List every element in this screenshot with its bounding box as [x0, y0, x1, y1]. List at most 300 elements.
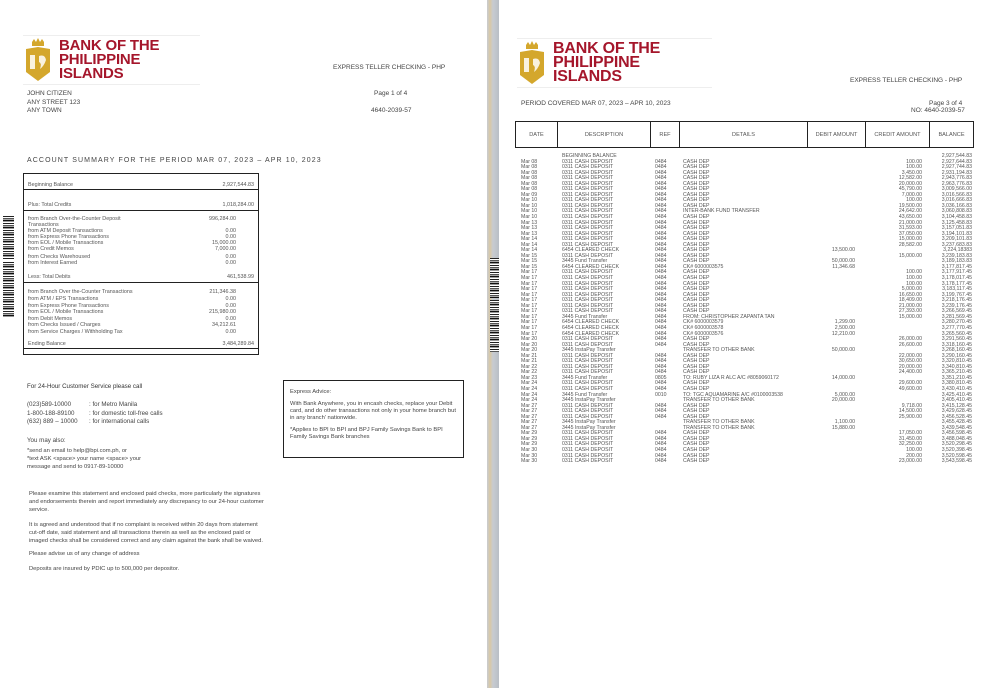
cell-ref: 0484 — [655, 430, 667, 437]
cell-ref: 0010 — [655, 391, 667, 398]
cell-desc: 0311 CASH DEPOSIT — [562, 230, 614, 237]
cell-ref: 0484 — [655, 380, 667, 387]
cell-desc: 0311 CASH DEPOSIT — [562, 158, 614, 165]
cell-credit: 49,600.00 — [898, 385, 922, 392]
cell-balance: 3,290,160.45 — [941, 352, 972, 359]
cell-desc: 0311 CASH DEPOSIT — [562, 336, 614, 343]
cell-credit: 100.00 — [906, 269, 922, 276]
express-advice-box — [283, 380, 464, 458]
cell-ref: 0484 — [655, 452, 667, 459]
cell-desc: 6454 CLEARED CHECK — [562, 247, 620, 254]
barcode-lower — [490, 300, 499, 352]
cell-ref: 0484 — [655, 408, 667, 415]
cell-date: Mar 29 — [521, 441, 538, 448]
cell-details: TO: TGC AQUAMARINE A/C #0100003538 — [683, 391, 783, 398]
cell-balance: 3,209,101.83 — [941, 236, 972, 243]
cell-balance: 3,060,808.83 — [941, 208, 972, 215]
cell-date: Mar 09 — [521, 191, 538, 198]
cell-debit: 50,000.00 — [831, 258, 855, 265]
account-number: NO: 4640-2039-57 — [911, 107, 965, 114]
sms-option: *text ASK <space> your name <space> your — [27, 456, 142, 462]
cell-ref: 0484 — [655, 341, 667, 348]
cell-date: Mar 23 — [521, 374, 538, 381]
cell-details: CASH DEP — [683, 380, 710, 387]
cell-credit: 24,400.00 — [898, 369, 922, 376]
email-option: *send an email to help@bpi.com.ph, or — [27, 448, 127, 454]
cell-details: FROM: CHRISTOPHER ZAPANTA TAN — [683, 313, 775, 320]
cell-desc: 0311 CASH DEPOSIT — [562, 252, 614, 259]
cell-date: Mar 17 — [521, 286, 538, 293]
phone-row: (023)589-10000 : for Metro Manila — [27, 401, 138, 408]
cell-desc: 3445 InstaPay Transfer — [562, 419, 616, 426]
cell-date: Mar 21 — [521, 352, 538, 359]
cell-credit: 45,790.00 — [898, 186, 922, 193]
cell-ref: 0484 — [655, 275, 667, 282]
cell-balance: 3,405,410.45 — [941, 397, 972, 404]
account-number: 4640-2039-57 — [371, 107, 412, 114]
cell-details: CASH DEP — [683, 186, 710, 193]
cell-desc: 0311 CASH DEPOSIT — [562, 369, 614, 376]
cell-details: CASH DEP — [683, 385, 710, 392]
cell-ref: 0484 — [655, 247, 667, 254]
barcode-upper — [490, 258, 499, 298]
cell-debit: 12,210.00 — [831, 330, 855, 337]
cell-credit: 3,450.00 — [901, 169, 922, 176]
cell-credit: 100.00 — [906, 280, 922, 287]
cell-ref: 0484 — [655, 297, 667, 304]
cell-balance: 3,520,598.45 — [941, 452, 972, 459]
cell-balance: 3,380,810.45 — [941, 380, 972, 387]
cell-ref: 0484 — [655, 191, 667, 198]
cell-details: CASH DEP — [683, 258, 710, 265]
cell-details: CASH DEP — [683, 435, 710, 442]
divider — [24, 282, 258, 283]
cell-desc: 0311 CASH DEPOSIT — [562, 269, 614, 276]
cell-details: CASH DEP — [683, 197, 710, 204]
cell-credit: 16,650.00 — [898, 291, 922, 298]
cell-credit: 20,000.00 — [898, 180, 922, 187]
cell-ref: 0484 — [655, 208, 667, 215]
shield-crown-icon — [517, 41, 547, 85]
cell-ref: 0484 — [655, 180, 667, 187]
cell-ref: 0484 — [655, 413, 667, 420]
col-ref: REF — [651, 122, 680, 147]
cell-details: CASH DEP — [683, 269, 710, 276]
cell-credit: 5,000.00 — [901, 286, 922, 293]
cell-balance: 3,194,101.83 — [941, 230, 972, 237]
cell-desc: 0311 CASH DEPOSIT — [562, 291, 614, 298]
cell-details: CK# 6000003579 — [683, 319, 724, 326]
cell-desc: 3445 Fund Transfer — [562, 313, 608, 320]
cell-date: Mar 15 — [521, 252, 538, 259]
notice-complaint: It is agreed and understood that if no complaint is received within 20 days from statement cut-off date, said statement and all transactions therein as well as the enclosed paid or imaged checks shall be considered correct and any claim against the bank shall be waived. — [29, 522, 263, 544]
cell-balance: 3,237,683.83 — [941, 241, 972, 248]
cell-date: Mar 27 — [521, 413, 538, 420]
cell-ref: 0484 — [655, 214, 667, 221]
cell-balance: 2,927,744.83 — [941, 164, 972, 171]
cell-ref: 0484 — [655, 175, 667, 182]
cell-balance: 3,036,166.83 — [941, 202, 972, 209]
cell-credit: 15,000.00 — [898, 313, 922, 320]
cell-credit: 19,500.00 — [898, 202, 922, 209]
cell-desc: 0311 CASH DEPOSIT — [562, 202, 614, 209]
cell-ref: 0484 — [655, 263, 667, 270]
cell-credit: 24,642.00 — [898, 208, 922, 215]
cell-balance: 3,268,160.45 — [941, 347, 972, 354]
cell-details: CASH DEP — [683, 341, 710, 348]
cell-balance: 3,415,128.45 — [941, 402, 972, 409]
advice-footnote: *Applies to BPI to BPI and BPJ Family Savings Bank to BPI Family Savings Bank branches — [290, 427, 443, 440]
advice-body: With Bank Anywhere, you in encash checks, replace your Debit card, and do other transactions not only in your home branch but in any branch' nationwide. — [290, 401, 456, 421]
cell-credit: 28,582.00 — [898, 241, 922, 248]
cell-desc: 0311 CASH DEPOSIT — [562, 430, 614, 437]
cell-ref: 0484 — [655, 164, 667, 171]
product-name: EXPRESS TELLER CHECKING - PHP — [333, 64, 446, 71]
cell-desc: 0311 CASH DEPOSIT — [562, 197, 614, 204]
logo-line-1: BANK OF THE — [59, 37, 160, 54]
cell-desc: 3445 Fund Transfer — [562, 258, 608, 265]
cell-desc: 0311 CASH DEPOSIT — [562, 452, 614, 459]
cell-date: Mar 08 — [521, 164, 538, 171]
cell-ref: 0484 — [655, 241, 667, 248]
cell-desc: 0311 CASH DEPOSIT — [562, 446, 614, 453]
ending-balance-value: 3,484,289.84 — [222, 341, 254, 347]
cell-date: Mar 17 — [521, 308, 538, 315]
cell-credit: 43,650.00 — [898, 214, 922, 221]
cell-date: Mar 17 — [521, 291, 538, 298]
cell-date: Mar 13 — [521, 225, 538, 232]
customer-address — [27, 90, 80, 116]
cell-details: CASH DEP — [683, 458, 710, 465]
cell-details: CASH DEP — [683, 191, 710, 198]
cell-details: CK# 6000003575 — [683, 263, 724, 270]
cell-credit: 20,000.00 — [898, 363, 922, 370]
cell-credit: 29,600.00 — [898, 380, 922, 387]
notice-address: Please advise us of any change of address — [29, 551, 140, 557]
cell-credit: 27,393.00 — [898, 308, 922, 315]
advice-title: Express Advice: — [290, 389, 332, 395]
cell-ref: 0484 — [655, 446, 667, 453]
notice-pdic: Deposits are insured by PDIC up to 500,000 per depositor. — [29, 566, 180, 572]
cell-balance: 3,178,177.45 — [941, 280, 972, 287]
cell-date: Mar 24 — [521, 385, 538, 392]
col-description: DESCRIPTION — [558, 122, 651, 147]
total-debits-value: 461,538.99 — [227, 274, 254, 280]
cell-date: Mar 17 — [521, 275, 538, 282]
cell-ref: 0484 — [655, 363, 667, 370]
cell-credit: 21,000.00 — [898, 302, 922, 309]
cell-ref: 0805 — [655, 374, 667, 381]
cell-details: CASH DEP — [683, 302, 710, 309]
cell-ref: 0484 — [655, 197, 667, 204]
cell-date: Mar 27 — [521, 408, 538, 415]
divider — [24, 189, 258, 190]
you-may-also-heading: You may also: — [27, 437, 66, 444]
cell-desc: 0311 CASH DEPOSIT — [562, 435, 614, 442]
shield-crown-icon — [23, 38, 53, 82]
cell-date: Mar 10 — [521, 197, 538, 204]
cell-desc: 0311 CASH DEPOSIT — [562, 458, 614, 465]
notice-examine: Please examine this statement and enclosed paid checks, more particularly the signatures and endorsements therein and report immediately any discrepancy to our 24-hour customer service. — [29, 491, 264, 513]
cell-balance: 3,281,569.45 — [941, 313, 972, 320]
cell-debit: 11,346.68 — [832, 263, 855, 270]
cell-desc: 0311 CASH DEPOSIT — [562, 208, 614, 215]
col-credit: CREDIT AMOUNT — [866, 122, 930, 147]
cell-ref: 0484 — [655, 435, 667, 442]
col-balance: BALANCE — [938, 131, 965, 138]
cell-credit: 14,500.00 — [898, 408, 922, 415]
cell-details: CASH DEP — [683, 430, 710, 437]
cell-desc: 0311 CASH DEPOSIT — [562, 402, 614, 409]
col-date: DATE — [516, 122, 558, 147]
cell-balance: 3,280,270.45 — [941, 319, 972, 326]
page-number: Page 3 of 4 — [929, 100, 963, 107]
cell-desc: 0311 CASH DEPOSIT — [562, 408, 614, 415]
cell-date: Mar 17 — [521, 324, 538, 331]
cell-credit: 100.00 — [906, 275, 922, 282]
cell-debit: 14,000.00 — [831, 374, 855, 381]
customer-town: ANY TOWN — [27, 107, 62, 114]
cell-balance: 3,439,548.45 — [941, 424, 972, 431]
statement-page-1 — [0, 0, 487, 688]
cell-date: Mar 21 — [521, 358, 538, 365]
cell-date: Mar 15 — [521, 258, 538, 265]
cell-ref: 0484 — [655, 202, 667, 209]
cell-balance: 3,318,160.45 — [941, 341, 972, 348]
total-credits-value: 1,018,284.00 — [222, 202, 254, 208]
bank-logo — [517, 38, 712, 88]
cell-desc: 0311 CASH DEPOSIT — [562, 219, 614, 226]
cell-credit: 22,000.00 — [898, 352, 922, 359]
cell-balance: 3,429,628.45 — [941, 408, 972, 415]
cell-balance: 3,177,817.45 — [941, 263, 972, 270]
cell-date: Mar 08 — [521, 186, 538, 193]
cell-desc: 0311 CASH DEPOSIT — [562, 286, 614, 293]
cell-credit: 30,650.00 — [898, 358, 922, 365]
cell-date: Mar 29 — [521, 435, 538, 442]
cell-credit: 7,000.00 — [901, 191, 922, 198]
cell-details: INTER-BANK FUND TRANSFER — [683, 208, 760, 215]
cell-date: Mar 13 — [521, 219, 538, 226]
cell-balance: 3,104,458.83 — [941, 214, 972, 221]
cell-details: CASH DEP — [683, 402, 710, 409]
cell-credit: 25,900.00 — [898, 413, 922, 420]
cell-balance: 3,425,410.45 — [941, 391, 972, 398]
cell-ref: 0484 — [655, 385, 667, 392]
phone-list — [27, 401, 163, 427]
cell-balance: 2,943,776.83 — [941, 175, 972, 182]
cell-desc: 0311 CASH DEPOSIT — [562, 308, 614, 315]
cell-details: CASH DEP — [683, 308, 710, 315]
cell-desc: 0311 CASH DEPOSIT — [562, 180, 614, 187]
cell-details: CASH DEP — [683, 369, 710, 376]
cell-details: CASH DEP — [683, 241, 710, 248]
cell-details: CASH DEP — [683, 363, 710, 370]
cell-balance: 3,016,566.83 — [941, 191, 972, 198]
cell-date: Mar 20 — [521, 347, 538, 354]
cell-credit: 15,000.00 — [898, 252, 922, 259]
cell-ref: 0484 — [655, 186, 667, 193]
cell-details: CASH DEP — [683, 247, 710, 254]
cell-debit: 50,000.00 — [831, 347, 855, 354]
cell-ref: 0484 — [655, 219, 667, 226]
cell-date: Mar 30 — [521, 446, 538, 453]
transaction-row — [515, 459, 974, 465]
summary-title: ACCOUNT SUMMARY FOR THE PERIOD MAR 07, 2023 – APR 10, 2023 — [27, 157, 322, 164]
cell-ref: 0484 — [655, 169, 667, 176]
cell-balance: 3,189,183.83 — [941, 258, 972, 265]
cell-date: Mar 17 — [521, 313, 538, 320]
customer-service-heading: For 24-Hour Customer Service please call — [27, 383, 143, 390]
logo-line-2: PHILIPPINE ISLANDS — [59, 51, 141, 82]
cell-details: CASH DEP — [683, 452, 710, 459]
cell-details: CASH DEP — [683, 252, 710, 259]
cell-date: Mar 08 — [521, 180, 538, 187]
cell-date: Mar 20 — [521, 336, 538, 343]
account-summary-box: Beginning Balance 2,927,544.83 Plus: Total Credits 1,018,284.00 from Branch Over-the-Counter Deposit 996,284.00 Transactions from ATM Deposit Transactions 0.00 from Express Phone Transactions 0.00 from EOL / Mobile Transactions 15,000.00 from Credit Memos 7,000.00 from Checks Warehoused 0.00 from Interest Earned 0.00 Less: Total Debits 461,538.99 from Branch Over the-Counter Transactions 211,346.38 from ATM / EPS Transactions 0.00 from Express Phone Transactions 0.00 from EOL / Mobile Transactions 215,980.00 from Debit Memos 0.00 from Checks Issued / Charges 34,212.61 from Service Charges / Withholding Tax 0.00 Ending Balance 3,484,289.84 — [23, 173, 259, 355]
cell-details: CASH DEP — [683, 408, 710, 415]
cell-details: TRANSFER TO OTHER BANK — [683, 424, 755, 431]
cell-debit: 5,000.00 — [834, 391, 855, 398]
barcode-lower — [3, 262, 14, 317]
cell-date: Mar 15 — [521, 263, 538, 270]
cell-date: Mar 22 — [521, 369, 538, 376]
cell-balance: 3,157,051.83 — [941, 225, 972, 232]
cell-credit: 15,000.00 — [898, 236, 922, 243]
transactions-table-body — [515, 154, 974, 465]
cell-date: Mar 08 — [521, 169, 538, 176]
cell-balance: 3,277,770.45 — [941, 324, 972, 331]
cell-credit: 100.00 — [906, 446, 922, 453]
col-debit: DEBIT AMOUNT — [808, 122, 866, 147]
divider — [24, 348, 258, 349]
cell-balance: 3,488,048.45 — [941, 435, 972, 442]
cell-desc: 0311 CASH DEPOSIT — [562, 352, 614, 359]
cell-details: CK# 6000003576 — [683, 330, 724, 337]
cell-balance: 3,199,767.45 — [941, 291, 972, 298]
cell-desc: 0311 CASH DEPOSIT — [562, 175, 614, 182]
cell-desc: 3445 Fund Transfer — [562, 391, 608, 398]
cell-credit: 31,450.00 — [898, 435, 922, 442]
cell-desc: 0311 CASH DEPOSIT — [562, 363, 614, 370]
cell-date: Mar 14 — [521, 236, 538, 243]
cell-details: CASH DEP — [683, 352, 710, 359]
cell-date: Mar 17 — [521, 297, 538, 304]
cell-desc: 6454 CLEARED CHECK — [562, 324, 620, 331]
cell-credit: 9,718.00 — [901, 402, 922, 409]
cell-credit: 100.00 — [906, 164, 922, 171]
cell-balance: 3,224,18383 — [943, 247, 972, 254]
cell-ref: 0484 — [655, 458, 667, 465]
cell-desc: BEGINNING BALANCE — [562, 153, 617, 159]
cell-date: Mar 10 — [521, 202, 538, 209]
cell-balance: 3,178,017.45 — [941, 275, 972, 282]
cell-desc: 3445 InstaPay Transfer — [562, 397, 616, 404]
cell-ref: 0484 — [655, 330, 667, 337]
cell-date: Mar 29 — [521, 430, 538, 437]
cell-details: TRANSFER TO OTHER BANK — [683, 419, 755, 426]
cell-desc: 6454 CLEARED CHECK — [562, 330, 620, 337]
cell-desc: 3445 Fund Transfer — [562, 374, 608, 381]
bank-logo — [23, 35, 200, 85]
cell-ref: 0484 — [655, 286, 667, 293]
cell-date: Mar 27 — [521, 419, 538, 426]
cell-credit: 17,050.00 — [898, 430, 922, 437]
cell-credit: 200.00 — [906, 452, 922, 459]
cell-balance: 3,456,598.45 — [941, 430, 972, 437]
cell-date: Mar 08 — [521, 175, 538, 182]
cell-balance: 2,931,194.83 — [941, 169, 972, 176]
cell-ref: 0484 — [655, 236, 667, 243]
cell-date: Mar 17 — [521, 302, 538, 309]
transactions-table-header — [515, 121, 974, 148]
cell-balance: 3,456,528.45 — [941, 413, 972, 420]
cell-balance: 3,520,298.45 — [941, 441, 972, 448]
cell-desc: 0311 CASH DEPOSIT — [562, 413, 614, 420]
cell-balance: 3,183,117.45 — [942, 286, 972, 293]
cell-balance: 3,291,560.45 — [941, 336, 972, 343]
contact-options — [27, 447, 141, 471]
cell-ref: 0484 — [655, 369, 667, 376]
cell-ref: 0484 — [655, 225, 667, 232]
cell-debit: 2,500.00 — [834, 324, 855, 331]
divider — [24, 210, 258, 211]
cell-details: CASH DEP — [683, 441, 710, 448]
cell-credit: 26,000.00 — [898, 336, 922, 343]
cell-details: CASH DEP — [683, 413, 710, 420]
cell-date: Mar 17 — [521, 280, 538, 287]
cell-balance: 3,455,428.45 — [941, 419, 972, 426]
cell-credit: 32,250.00 — [898, 441, 922, 448]
period-covered: PERIOD COVERED MAR 07, 2023 – APR 10, 2023 — [521, 100, 671, 107]
page-number: Page 1 of 4 — [374, 90, 408, 97]
cell-debit: 13,500.00 — [831, 247, 855, 254]
cell-ref: 0484 — [655, 258, 667, 265]
cell-desc: 6454 CLEARED CHECK — [562, 263, 620, 270]
cell-details: CASH DEP — [683, 446, 710, 453]
cell-details: CASH DEP — [683, 169, 710, 176]
cell-credit: 31,593.00 — [898, 225, 922, 232]
cell-date: Mar 24 — [521, 380, 538, 387]
cell-ref: 0484 — [655, 280, 667, 287]
cell-ref: 0484 — [655, 358, 667, 365]
cell-desc: 0311 CASH DEPOSIT — [562, 341, 614, 348]
cell-balance: 3,430,410.45 — [941, 385, 972, 392]
cell-ref: 0484 — [655, 252, 667, 259]
cell-balance: 3,265,560.45 — [941, 330, 972, 337]
cell-date: Mar 24 — [521, 397, 538, 404]
cell-desc: 0311 CASH DEPOSIT — [562, 169, 614, 176]
cell-desc: 0311 CASH DEPOSIT — [562, 358, 614, 365]
cell-date: Mar 14 — [521, 241, 538, 248]
phone-row: (632) 889 – 10000 : for international calls — [27, 418, 150, 425]
cell-details: CASH DEP — [683, 225, 710, 232]
logo-line-2: PHILIPPINE ISLANDS — [553, 54, 640, 85]
cell-date: Mar 30 — [521, 458, 538, 465]
cell-date: Mar 17 — [521, 269, 538, 276]
cell-details: CASH DEP — [683, 158, 710, 165]
cell-date: Mar 13 — [521, 230, 538, 237]
cell-credit: 12,582.00 — [898, 175, 922, 182]
cell-desc: 0311 CASH DEPOSIT — [562, 241, 614, 248]
cell-desc: 0311 CASH DEPOSIT — [562, 186, 614, 193]
cell-balance: 2,927,644.83 — [941, 158, 972, 165]
cell-ref: 0484 — [655, 291, 667, 298]
cell-desc: 0311 CASH DEPOSIT — [562, 236, 614, 243]
cell-balance: 3,520,398.45 — [941, 446, 972, 453]
cell-desc: 0311 CASH DEPOSIT — [562, 191, 614, 198]
cell-balance: 2,927,544.83 — [941, 153, 972, 159]
